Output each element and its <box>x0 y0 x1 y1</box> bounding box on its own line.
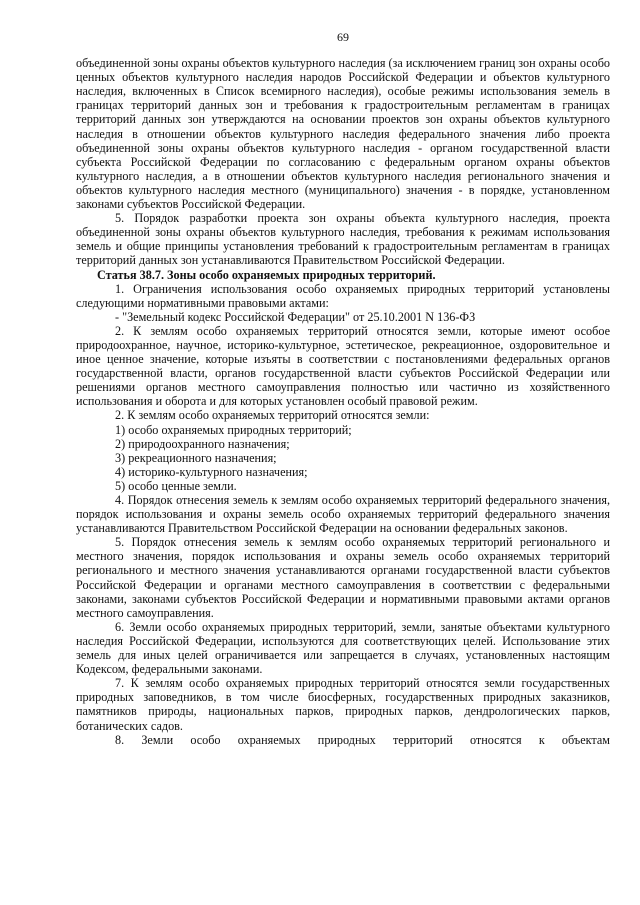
list-item: 2) природоохранного назначения; <box>115 436 290 451</box>
page-number: 69 <box>337 30 349 44</box>
paragraph-8-objects: 8. Земли особо охраняемых природных территорий относятся к объектам <box>115 732 610 747</box>
paragraph-4-federal: 4. Порядок отнесения земель к землям особо охраняемых территорий федерального значения, порядок использования и охраны земель особо охраняемых территорий федерального значения устанавливаются Правительством Российской Федерации на основании федеральных законов. <box>76 493 610 536</box>
list-item: 4) историко-культурного назначения; <box>115 464 308 479</box>
paragraph-7-reserves: 7. К землям особо охраняемых природных территорий относятся земли государственных природных заповедников, в том числе биосферных, государственных природных заказников, памятников природы, национальных парков, природных парков, дендрологических парков, ботанических садов. <box>76 676 610 733</box>
paragraph-1-restrictions: 1. Ограничения использования особо охраняемых природных территорий установлены следующими нормативными правовыми актами: <box>76 281 610 310</box>
paragraph-2-lands: 2. К землям особо охраняемых территорий относятся земли: <box>115 408 430 423</box>
list-item: 1) особо охраняемых природных территорий; <box>115 422 352 437</box>
list-item: 5) особо ценные земли. <box>115 478 237 493</box>
paragraph-continuation: объединенной зоны охраны объектов культурного наследия (за исключением границ зон охраны особо ценных объектов культурного наследия народов Российской Федерации и объектов культурного наследия, включенных в Список всемирного наследия), особые режимы использования земель в границах территорий данных зон и требования к градостроительным регламентам в границах территорий данных зон утверждаются на основании проектов зон охраны объектов культурного наследия в отношении объектов культурного наследия федерального значения либо проекта объединенной зоны охраны объектов культурного наследия - органом государственной власти субъекта Российской Федерации по согласованию с федеральным органом охраны объектов культурного наследия, а в отношении объектов культурного наследия регионального значения и объектов культурного наследия местного (муниципального) значения - в порядке, установленном законами субъектов Российской Федерации. <box>76 56 611 212</box>
paragraph-6-usage: 6. Земли особо охраняемых природных территорий, земли, занятые объектами культурного наследия Российской Федерации, используются для соответствующих целей. Использование этих земель для иных целей ограничивается или запрещается в случаях, установленных настоящим Кодексом, федеральными законами. <box>76 619 610 677</box>
paragraph-1-act: - "Земельный кодекс Российской Федерации" от 25.10.2001 N 136-ФЗ <box>115 309 476 324</box>
article-title: Статья 38.7. Зоны особо охраняемых природных территорий. <box>97 267 436 282</box>
list-item: 3) рекреационного назначения; <box>115 450 277 465</box>
paragraph-2-definition: 2. К землям особо охраняемых территорий относятся земли, которые имеют особое природоохранное, научное, историко-культурное, эстетическое, рекреационное, оздоровительное и иное ценное значение, которые изъяты в соответствии с постановлениями федеральных органов государственной власти, органов государственной власти субъектов Российской Федерации или решениями органов местного самоуправления полностью или частично из хозяйственного использования и оборота и для которых установлен особый правовой режим. <box>76 323 610 409</box>
paragraph-5-regional: 5. Порядок отнесения земель к землям особо охраняемых территорий регионального и местного значения, порядок использования и охраны земель особо охраняемых территорий регионального и местного значения устанавливаются органами государственной власти субъектов Российской Федерации и органами местного самоуправления в соответствии с федеральными законами, законами субъектов Российской Федерации и нормативными правовыми актами органов местного самоуправления. <box>76 535 610 620</box>
paragraph-5-project-order: 5. Порядок разработки проекта зон охраны объекта культурного наследия, проекта объединенной зоны охраны объектов культурного наследия, требования к режимам использования земель и общие принципы установления требований к градостроительным регламентам в границах территорий данных зон устанавливаются Правительством Российской Федерации. <box>76 211 610 268</box>
